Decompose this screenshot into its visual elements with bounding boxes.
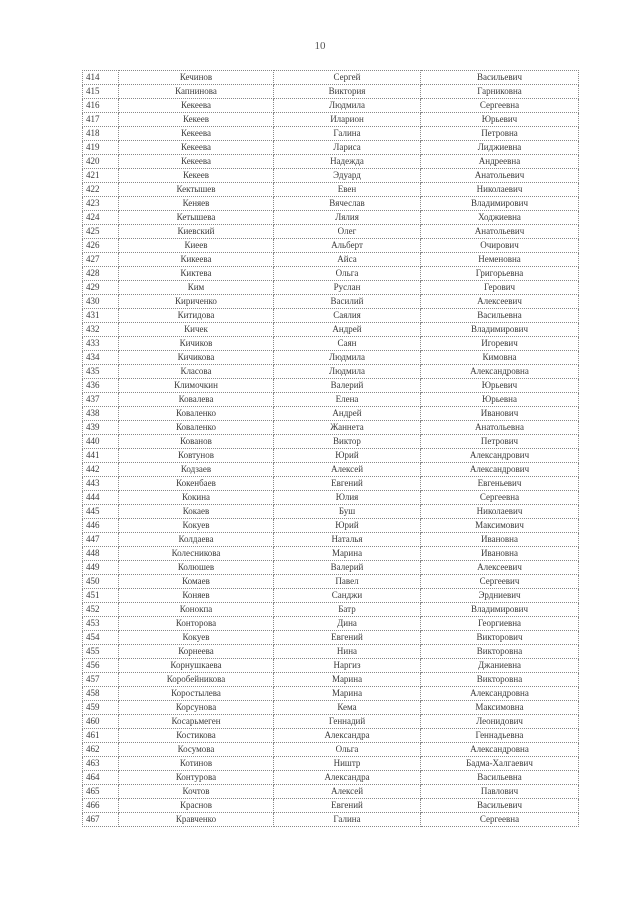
patronymic: Александровна: [421, 743, 579, 757]
first-name: Виктор: [274, 435, 421, 449]
first-name: Буш: [274, 505, 421, 519]
last-name: Корнеева: [119, 645, 274, 659]
first-name: Валерий: [274, 379, 421, 393]
first-name: Жаннета: [274, 421, 421, 435]
first-name: Геннадий: [274, 715, 421, 729]
row-number: 429: [83, 281, 119, 295]
table-row: [83, 715, 579, 729]
row-number: 430: [83, 295, 119, 309]
first-name: Саялия: [274, 309, 421, 323]
patronymic: Алексеевич: [421, 561, 579, 575]
patronymic: Леонидович: [421, 715, 579, 729]
row-number: 441: [83, 449, 119, 463]
last-name: Кокуев: [119, 631, 274, 645]
row-number: 448: [83, 547, 119, 561]
patronymic: Анатольевич: [421, 225, 579, 239]
patronymic: Анатольевич: [421, 169, 579, 183]
table-row: [83, 547, 579, 561]
first-name: Ништр: [274, 757, 421, 771]
row-number: 443: [83, 477, 119, 491]
patronymic: Викторовна: [421, 673, 579, 687]
patronymic: Петровна: [421, 127, 579, 141]
last-name: Киевский: [119, 225, 274, 239]
patronymic: Иванович: [421, 407, 579, 421]
row-number: 465: [83, 785, 119, 799]
patronymic: Александрович: [421, 449, 579, 463]
row-number: 439: [83, 421, 119, 435]
row-number: 424: [83, 211, 119, 225]
patronymic: Юрьевич: [421, 379, 579, 393]
last-name: Колесникова: [119, 547, 274, 561]
row-number: 433: [83, 337, 119, 351]
row-number: 426: [83, 239, 119, 253]
last-name: Колюшев: [119, 561, 274, 575]
last-name: Кичиков: [119, 337, 274, 351]
patronymic: Неменовна: [421, 253, 579, 267]
patronymic: Джаниевна: [421, 659, 579, 673]
patronymic: Игоревич: [421, 337, 579, 351]
first-name: Галина: [274, 127, 421, 141]
row-number: 435: [83, 365, 119, 379]
table-row: [83, 197, 579, 211]
row-number: 464: [83, 771, 119, 785]
first-name: Альберт: [274, 239, 421, 253]
patronymic: Александровна: [421, 687, 579, 701]
row-number: 431: [83, 309, 119, 323]
last-name: Конторова: [119, 617, 274, 631]
first-name: Галина: [274, 813, 421, 827]
table-row: [83, 421, 579, 435]
patronymic: Викторовна: [421, 645, 579, 659]
row-number: 462: [83, 743, 119, 757]
row-number: 421: [83, 169, 119, 183]
last-name: Кекеев: [119, 169, 274, 183]
last-name: Кокина: [119, 491, 274, 505]
row-number: 415: [83, 85, 119, 99]
first-name: Алексей: [274, 463, 421, 477]
first-name: Евгений: [274, 477, 421, 491]
patronymic: Юрьевна: [421, 393, 579, 407]
last-name: Кочтов: [119, 785, 274, 799]
last-name: Кекеева: [119, 127, 274, 141]
first-name: Надежда: [274, 155, 421, 169]
first-name: Иларион: [274, 113, 421, 127]
first-name: Василий: [274, 295, 421, 309]
table-row: [83, 211, 579, 225]
row-number: 416: [83, 99, 119, 113]
first-name: Александра: [274, 771, 421, 785]
patronymic: Сергеевич: [421, 575, 579, 589]
patronymic: Сергеевна: [421, 491, 579, 505]
row-number: 446: [83, 519, 119, 533]
patronymic: Евгеньевич: [421, 477, 579, 491]
last-name: Кекеева: [119, 99, 274, 113]
first-name: Санджи: [274, 589, 421, 603]
row-number: 449: [83, 561, 119, 575]
patronymic: Александрович: [421, 463, 579, 477]
last-name: Ковтунов: [119, 449, 274, 463]
table-row: [83, 729, 579, 743]
first-name: Юлия: [274, 491, 421, 505]
last-name: Кекеева: [119, 155, 274, 169]
last-name: Киеев: [119, 239, 274, 253]
table-row: [83, 575, 579, 589]
first-name: Нина: [274, 645, 421, 659]
row-number: 425: [83, 225, 119, 239]
last-name: Кекеев: [119, 113, 274, 127]
first-name: Батр: [274, 603, 421, 617]
last-name: Кичикова: [119, 351, 274, 365]
table-row: [83, 519, 579, 533]
last-name: Котинов: [119, 757, 274, 771]
last-name: Кикеева: [119, 253, 274, 267]
table-row: [83, 449, 579, 463]
table-row: [83, 337, 579, 351]
table-row: [83, 813, 579, 827]
table-row: [83, 701, 579, 715]
table-row: [83, 771, 579, 785]
table-row: [83, 561, 579, 575]
patronymic: Александровна: [421, 365, 579, 379]
first-name: Александра: [274, 729, 421, 743]
last-name: Кравченко: [119, 813, 274, 827]
patronymic: Васильевна: [421, 309, 579, 323]
last-name: Кодзаев: [119, 463, 274, 477]
patronymic: Ивановна: [421, 533, 579, 547]
first-name: Ольга: [274, 743, 421, 757]
table-row: [83, 239, 579, 253]
patronymic: Эрдниевич: [421, 589, 579, 603]
table-row: [83, 113, 579, 127]
row-number: 434: [83, 351, 119, 365]
first-name: Марина: [274, 547, 421, 561]
first-name: Виктория: [274, 85, 421, 99]
patronymic: Владимирович: [421, 603, 579, 617]
table-row: [83, 645, 579, 659]
last-name: Косумова: [119, 743, 274, 757]
first-name: Вячеслав: [274, 197, 421, 211]
patronymic: Сергеевна: [421, 813, 579, 827]
patronymic: Викторович: [421, 631, 579, 645]
row-number: 455: [83, 645, 119, 659]
row-number: 417: [83, 113, 119, 127]
row-number: 463: [83, 757, 119, 771]
table-row: [83, 379, 579, 393]
first-name: Елена: [274, 393, 421, 407]
patronymic: Георгиевна: [421, 617, 579, 631]
last-name: Кокаев: [119, 505, 274, 519]
last-name: Коняев: [119, 589, 274, 603]
row-number: 459: [83, 701, 119, 715]
row-number: 427: [83, 253, 119, 267]
table-row: [83, 309, 579, 323]
patronymic: Очирович: [421, 239, 579, 253]
patronymic: Алексеевич: [421, 295, 579, 309]
last-name: Капнинова: [119, 85, 274, 99]
last-name: Контурова: [119, 771, 274, 785]
table-row: [83, 85, 579, 99]
first-name: Евен: [274, 183, 421, 197]
first-name: Андрей: [274, 407, 421, 421]
first-name: Валерий: [274, 561, 421, 575]
first-name: Дина: [274, 617, 421, 631]
table-row: [83, 253, 579, 267]
last-name: Краснов: [119, 799, 274, 813]
row-number: 467: [83, 813, 119, 827]
row-number: 457: [83, 673, 119, 687]
table-row: [83, 127, 579, 141]
first-name: Юрий: [274, 519, 421, 533]
row-number: 436: [83, 379, 119, 393]
names-table: [82, 70, 579, 827]
first-name: Сергей: [274, 71, 421, 85]
last-name: Конокпа: [119, 603, 274, 617]
table-row: [83, 169, 579, 183]
first-name: Руслан: [274, 281, 421, 295]
patronymic: Петрович: [421, 435, 579, 449]
first-name: Эдуард: [274, 169, 421, 183]
patronymic: Васильевич: [421, 71, 579, 85]
last-name: Китидова: [119, 309, 274, 323]
row-number: 452: [83, 603, 119, 617]
table-row: [83, 393, 579, 407]
table-row: [83, 687, 579, 701]
first-name: Людмила: [274, 365, 421, 379]
row-number: 418: [83, 127, 119, 141]
first-name: Евгений: [274, 799, 421, 813]
row-number: 456: [83, 659, 119, 673]
patronymic: Григорьевна: [421, 267, 579, 281]
table-row: [83, 351, 579, 365]
table-row: [83, 183, 579, 197]
last-name: Коваленко: [119, 407, 274, 421]
first-name: Лялия: [274, 211, 421, 225]
last-name: Корнушкаева: [119, 659, 274, 673]
first-name: Андрей: [274, 323, 421, 337]
row-number: 451: [83, 589, 119, 603]
row-number: 419: [83, 141, 119, 155]
patronymic: Павлович: [421, 785, 579, 799]
patronymic: Гарниковна: [421, 85, 579, 99]
table-row: [83, 785, 579, 799]
table-row: [83, 267, 579, 281]
row-number: 460: [83, 715, 119, 729]
patronymic: Владимирович: [421, 323, 579, 337]
patronymic: Васильевич: [421, 799, 579, 813]
table-row: [83, 155, 579, 169]
row-number: 466: [83, 799, 119, 813]
last-name: Комаев: [119, 575, 274, 589]
table-row: [83, 463, 579, 477]
patronymic: Ходжиевна: [421, 211, 579, 225]
table-row: [83, 631, 579, 645]
row-number: 461: [83, 729, 119, 743]
last-name: Колдаева: [119, 533, 274, 547]
last-name: Кокенбаев: [119, 477, 274, 491]
last-name: Кектышев: [119, 183, 274, 197]
row-number: 420: [83, 155, 119, 169]
table-row: [83, 225, 579, 239]
row-number: 442: [83, 463, 119, 477]
first-name: Евгений: [274, 631, 421, 645]
patronymic: Бадма-Халгаевич: [421, 757, 579, 771]
patronymic: Николаевич: [421, 183, 579, 197]
last-name: Кириченко: [119, 295, 274, 309]
table-row: [83, 295, 579, 309]
first-name: Людмила: [274, 99, 421, 113]
page-number: 10: [314, 40, 326, 52]
table-row: [83, 407, 579, 421]
last-name: Климочкин: [119, 379, 274, 393]
table-row: [83, 659, 579, 673]
first-name: Наталья: [274, 533, 421, 547]
last-name: Коробейникова: [119, 673, 274, 687]
first-name: Наргиз: [274, 659, 421, 673]
row-number: 454: [83, 631, 119, 645]
first-name: Марина: [274, 673, 421, 687]
row-number: 432: [83, 323, 119, 337]
patronymic: Анатольевна: [421, 421, 579, 435]
first-name: Людмила: [274, 351, 421, 365]
last-name: Ковалева: [119, 393, 274, 407]
patronymic: Кимовна: [421, 351, 579, 365]
last-name: Костикова: [119, 729, 274, 743]
first-name: Павел: [274, 575, 421, 589]
table-row: [83, 505, 579, 519]
last-name: Ким: [119, 281, 274, 295]
first-name: Лариса: [274, 141, 421, 155]
table-row: [83, 673, 579, 687]
table-row: [83, 603, 579, 617]
table-row: [83, 435, 579, 449]
table-row: [83, 281, 579, 295]
row-number: 447: [83, 533, 119, 547]
table-row: [83, 99, 579, 113]
table-row: [83, 743, 579, 757]
last-name: Коростылева: [119, 687, 274, 701]
first-name: Алексей: [274, 785, 421, 799]
table-row: [83, 323, 579, 337]
last-name: Класова: [119, 365, 274, 379]
patronymic: Максимовна: [421, 701, 579, 715]
patronymic: Герович: [421, 281, 579, 295]
first-name: Ольга: [274, 267, 421, 281]
first-name: Саян: [274, 337, 421, 351]
table-row: [83, 141, 579, 155]
last-name: Кокуев: [119, 519, 274, 533]
table-row: [83, 71, 579, 85]
last-name: Кичек: [119, 323, 274, 337]
first-name: Юрий: [274, 449, 421, 463]
row-number: 423: [83, 197, 119, 211]
first-name: Кема: [274, 701, 421, 715]
row-number: 414: [83, 71, 119, 85]
first-name: Марина: [274, 687, 421, 701]
last-name: Корсунова: [119, 701, 274, 715]
row-number: 450: [83, 575, 119, 589]
table-row: [83, 533, 579, 547]
patronymic: Ивановна: [421, 547, 579, 561]
patronymic: Васильевна: [421, 771, 579, 785]
last-name: Киктева: [119, 267, 274, 281]
row-number: 422: [83, 183, 119, 197]
table-row: [83, 589, 579, 603]
first-name: Олег: [274, 225, 421, 239]
patronymic: Сергеевна: [421, 99, 579, 113]
row-number: 437: [83, 393, 119, 407]
last-name: Кетышева: [119, 211, 274, 225]
last-name: Кованов: [119, 435, 274, 449]
patronymic: Владимирович: [421, 197, 579, 211]
table-row: [83, 799, 579, 813]
row-number: 458: [83, 687, 119, 701]
patronymic: Николаевич: [421, 505, 579, 519]
table-row: [83, 757, 579, 771]
row-number: 440: [83, 435, 119, 449]
patronymic: Юрьевич: [421, 113, 579, 127]
patronymic: Андреевна: [421, 155, 579, 169]
table-row: [83, 491, 579, 505]
row-number: 445: [83, 505, 119, 519]
table-row: [83, 365, 579, 379]
patronymic: Максимович: [421, 519, 579, 533]
last-name: Кеняев: [119, 197, 274, 211]
patronymic: Лиджиевна: [421, 141, 579, 155]
row-number: 438: [83, 407, 119, 421]
last-name: Кечинов: [119, 71, 274, 85]
last-name: Кекеева: [119, 141, 274, 155]
table-row: [83, 477, 579, 491]
row-number: 428: [83, 267, 119, 281]
row-number: 444: [83, 491, 119, 505]
last-name: Коваленко: [119, 421, 274, 435]
names-table-body: [83, 71, 579, 827]
first-name: Айса: [274, 253, 421, 267]
patronymic: Геннадьевна: [421, 729, 579, 743]
last-name: Косарьмеген: [119, 715, 274, 729]
row-number: 453: [83, 617, 119, 631]
table-row: [83, 617, 579, 631]
